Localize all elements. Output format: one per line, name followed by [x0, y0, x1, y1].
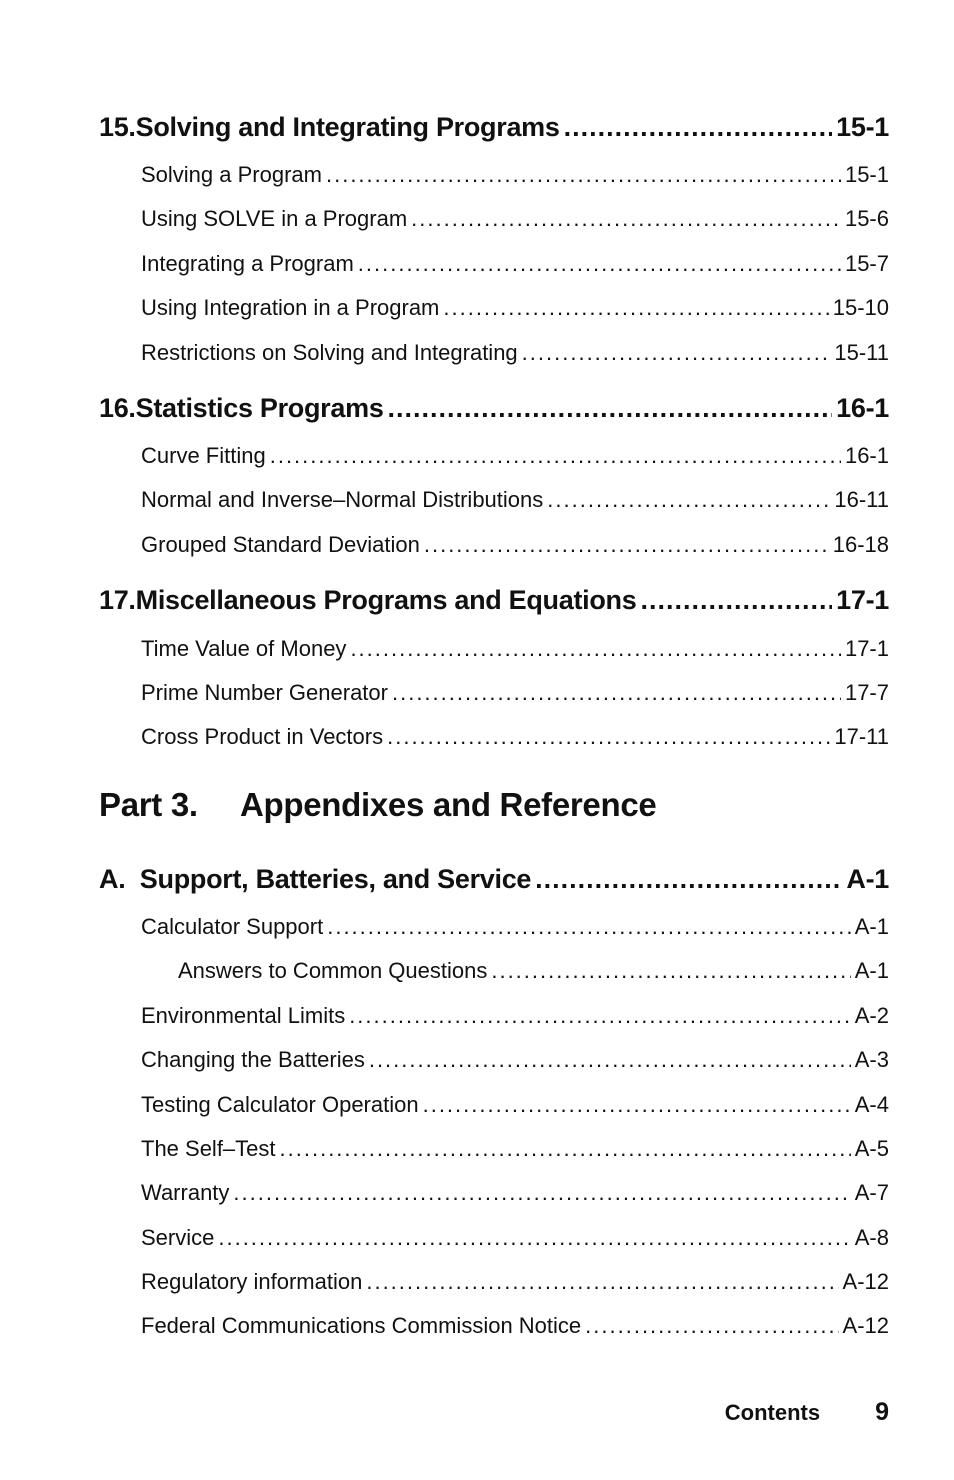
- chapter-page: A-1: [846, 864, 889, 894]
- chapter-title: 15.Solving and Integrating Programs: [99, 112, 560, 142]
- toc-entry[interactable]: [141, 162, 889, 188]
- entry-title: Curve Fitting: [141, 443, 266, 468]
- entry-title: Changing the Batteries: [141, 1047, 365, 1072]
- entry-title: Calculator Support: [141, 914, 324, 939]
- toc-entry[interactable]: [141, 724, 889, 750]
- toc-appendix-a[interactable]: [99, 864, 889, 895]
- entry-page: A-5: [854, 1136, 889, 1161]
- page-number: 9: [875, 1398, 889, 1426]
- dot-leader: [411, 206, 841, 232]
- toc-entry[interactable]: [141, 487, 889, 513]
- entry-page: A-8: [854, 1225, 889, 1250]
- dot-leader: [423, 1092, 851, 1118]
- entry-page: 15-6: [844, 206, 889, 231]
- dot-leader: [233, 1180, 850, 1206]
- entry-page: 16-18: [832, 532, 889, 557]
- entry-page: 17-1: [844, 636, 889, 661]
- entry-title: Service: [141, 1225, 215, 1250]
- entry-title: Time Value of Money: [141, 636, 347, 661]
- entry-title: Normal and Inverse–Normal Distributions: [141, 487, 544, 512]
- dot-leader: [280, 1136, 851, 1162]
- entry-page: 15-11: [834, 340, 889, 365]
- entry-title: Using Integration in a Program: [141, 295, 440, 320]
- entry-page: 15-1: [844, 162, 889, 187]
- dot-leader: [491, 958, 850, 984]
- chapter-page: 16-1: [836, 393, 889, 423]
- toc-entry[interactable]: [141, 206, 889, 232]
- entry-title: Prime Number Generator: [141, 680, 388, 705]
- dot-leader: [270, 443, 841, 469]
- toc-chapter-15[interactable]: [99, 112, 889, 143]
- dot-leader: [424, 532, 829, 558]
- toc-entry[interactable]: [141, 914, 889, 940]
- dot-leader: [585, 1313, 838, 1339]
- entry-title: Integrating a Program: [141, 251, 354, 276]
- entry-page: A-1: [854, 958, 889, 983]
- entry-page: 15-10: [832, 295, 889, 320]
- dot-leader: [388, 393, 833, 424]
- dot-leader: [218, 1225, 850, 1251]
- chapter-page: 17-1: [836, 585, 889, 615]
- dot-leader: [564, 112, 833, 143]
- footer-section: Contents: [724, 1400, 821, 1425]
- entry-title: Answers to Common Questions: [178, 958, 488, 983]
- part-heading: [99, 786, 656, 824]
- entry-page: A-12: [842, 1313, 889, 1338]
- toc-entry[interactable]: [141, 532, 889, 558]
- dot-leader: [349, 1003, 851, 1029]
- entry-page: A-4: [854, 1092, 889, 1117]
- entry-title: Regulatory information: [141, 1269, 363, 1294]
- dot-leader: [547, 487, 830, 513]
- toc-entry[interactable]: [141, 1092, 889, 1118]
- toc-entry[interactable]: [141, 1003, 889, 1029]
- entry-title: Solving a Program: [141, 162, 322, 187]
- entry-page: A-12: [842, 1269, 889, 1294]
- toc-entry[interactable]: [141, 251, 889, 277]
- entry-page: A-7: [854, 1180, 889, 1205]
- toc-subentry[interactable]: [178, 958, 889, 984]
- entry-page: A-2: [854, 1003, 889, 1028]
- entry-title: Testing Calculator Operation: [141, 1092, 419, 1117]
- part-title: Appendixes and Reference: [240, 786, 657, 823]
- chapter-page: 15-1: [836, 112, 889, 142]
- entry-page: 15-7: [844, 251, 889, 276]
- toc-entry[interactable]: [141, 1269, 889, 1295]
- entry-title: The Self–Test: [141, 1136, 276, 1161]
- toc-chapter-16[interactable]: [99, 393, 889, 424]
- toc-entry[interactable]: [141, 340, 889, 366]
- entry-page: A-1: [854, 914, 889, 939]
- toc-entry[interactable]: [141, 443, 889, 469]
- dot-leader: [443, 295, 828, 321]
- dot-leader: [366, 1269, 838, 1295]
- dot-leader: [522, 340, 831, 366]
- toc-entry[interactable]: [141, 1047, 889, 1073]
- toc-entry[interactable]: [141, 295, 889, 321]
- toc-entry[interactable]: [141, 1136, 889, 1162]
- entry-page: 17-7: [844, 680, 889, 705]
- entry-title: Restrictions on Solving and Integrating: [141, 340, 518, 365]
- entry-page: A-3: [854, 1047, 889, 1072]
- toc-entry[interactable]: [141, 1313, 889, 1339]
- dot-leader: [535, 864, 842, 895]
- dot-leader: [369, 1047, 851, 1073]
- toc-entry[interactable]: [141, 680, 889, 706]
- entry-title: Federal Communications Commission Notice: [141, 1313, 582, 1338]
- toc-entry[interactable]: [141, 636, 889, 662]
- dot-leader: [392, 680, 841, 706]
- entry-title: Cross Product in Vectors: [141, 724, 384, 749]
- dot-leader: [640, 585, 832, 616]
- dot-leader: [327, 914, 851, 940]
- dot-leader: [326, 162, 841, 188]
- dot-leader: [350, 636, 841, 662]
- toc-entry[interactable]: [141, 1180, 889, 1206]
- page-footer: [725, 1398, 889, 1427]
- chapter-title: 16.Statistics Programs: [99, 393, 384, 423]
- toc-entry[interactable]: [141, 1225, 889, 1251]
- entry-title: Grouped Standard Deviation: [141, 532, 420, 557]
- entry-page: 16-11: [834, 487, 889, 512]
- toc-chapter-17[interactable]: [99, 585, 889, 616]
- entry-title: Environmental Limits: [141, 1003, 346, 1028]
- part-label: Part 3.: [99, 786, 198, 823]
- entry-title: Using SOLVE in a Program: [141, 206, 408, 231]
- entry-page: 17-11: [834, 724, 889, 749]
- entry-page: 16-1: [844, 443, 889, 468]
- chapter-title: 17.Miscellaneous Programs and Equations: [99, 585, 637, 615]
- dot-leader: [387, 724, 830, 750]
- dot-leader: [358, 251, 841, 277]
- entry-title: Warranty: [141, 1180, 230, 1205]
- chapter-title: A. Support, Batteries, and Service: [99, 864, 532, 894]
